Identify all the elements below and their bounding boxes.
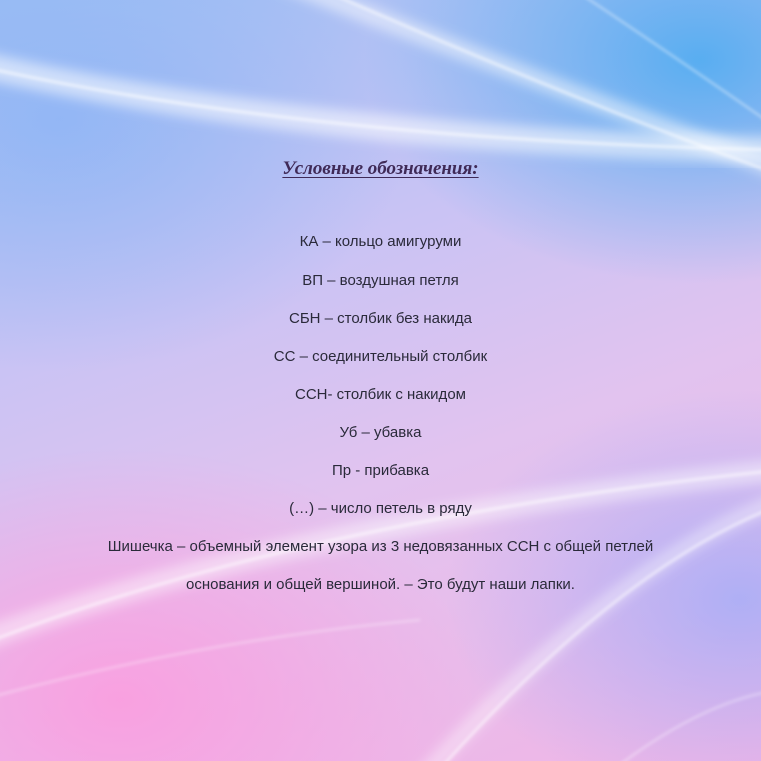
- legend-item: Шишечка – объемный элемент узора из 3 недовязанных ССН с общей петлей: [107, 538, 654, 555]
- legend-item: Пр - прибавка: [331, 462, 430, 479]
- legend-item: (…) – число петель в ряду: [289, 500, 472, 517]
- legend-item: СБН – столбик без накида: [289, 310, 472, 327]
- legend-item: Уб – убавка: [339, 424, 422, 441]
- page-title: Условные обозначения:: [282, 158, 479, 179]
- legend-item: основания и общей вершиной. – Это будут наши лапки.: [186, 576, 575, 593]
- legend-item: ССН- столбик с накидом: [295, 386, 466, 403]
- legend-item: ВП – воздушная петля: [302, 272, 459, 289]
- legend-item: СС – соединительный столбик: [273, 348, 488, 365]
- legend-item: КА – кольцо амигуруми: [299, 233, 462, 250]
